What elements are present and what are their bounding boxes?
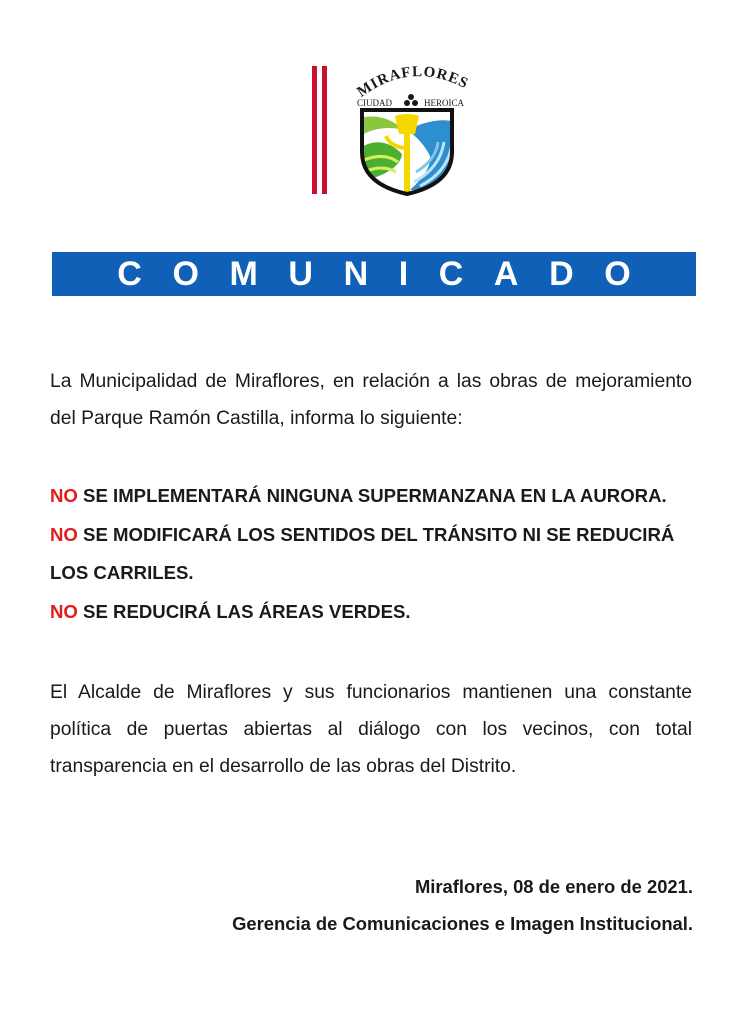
point-no-prefix: NO (50, 600, 78, 622)
comunicado-banner (52, 252, 696, 296)
point-text: SE IMPLEMENTARÁ NINGUNA SUPERMANZANA EN LA AURORA. (77, 485, 667, 506)
banner-title: COMUNICADO (117, 254, 662, 293)
logo-subtitle-right: HEROICA (424, 98, 464, 108)
intro-paragraph: La Municipalidad de Miraflores, en relación a las obras de mejoramiento del Parque Ramón Castilla, informa lo siguiente: (50, 371, 692, 429)
logo-name: MIRAFLORES (354, 64, 472, 101)
miraflores-crest-icon (340, 60, 482, 196)
point-item (50, 516, 692, 593)
point-item (50, 593, 710, 632)
point-text: SE MODIFICARÁ LOS SENTIDOS DEL TRÁNSITO NI SE REDUCIRÁ LOS CARRILES. (50, 523, 675, 584)
point-item (50, 477, 710, 516)
announcement-points (50, 477, 710, 631)
point-no-prefix: NO (50, 485, 78, 506)
issuing-office: Gerencia de Comunicaciones e Imagen Institucional. (232, 912, 693, 934)
red-stripe-left (312, 66, 317, 194)
signature-block (232, 869, 693, 942)
logo (312, 60, 482, 200)
point-no-prefix: NO (50, 523, 78, 545)
point-text: SE REDUCIRÁ LAS ÁREAS VERDES. (77, 600, 411, 622)
red-stripe-right (322, 66, 327, 194)
logo-subtitle-left: CIUDAD (357, 98, 392, 108)
body-paragraph: El Alcalde de Miraflores y sus funcionarios mantienen una constante política de puertas abiertas al diálogo con los vecinos, con total transparencia en el desarrollo de las obras del Distrito. (50, 682, 692, 777)
place-date: Miraflores, 08 de enero de 2021. (414, 876, 693, 897)
